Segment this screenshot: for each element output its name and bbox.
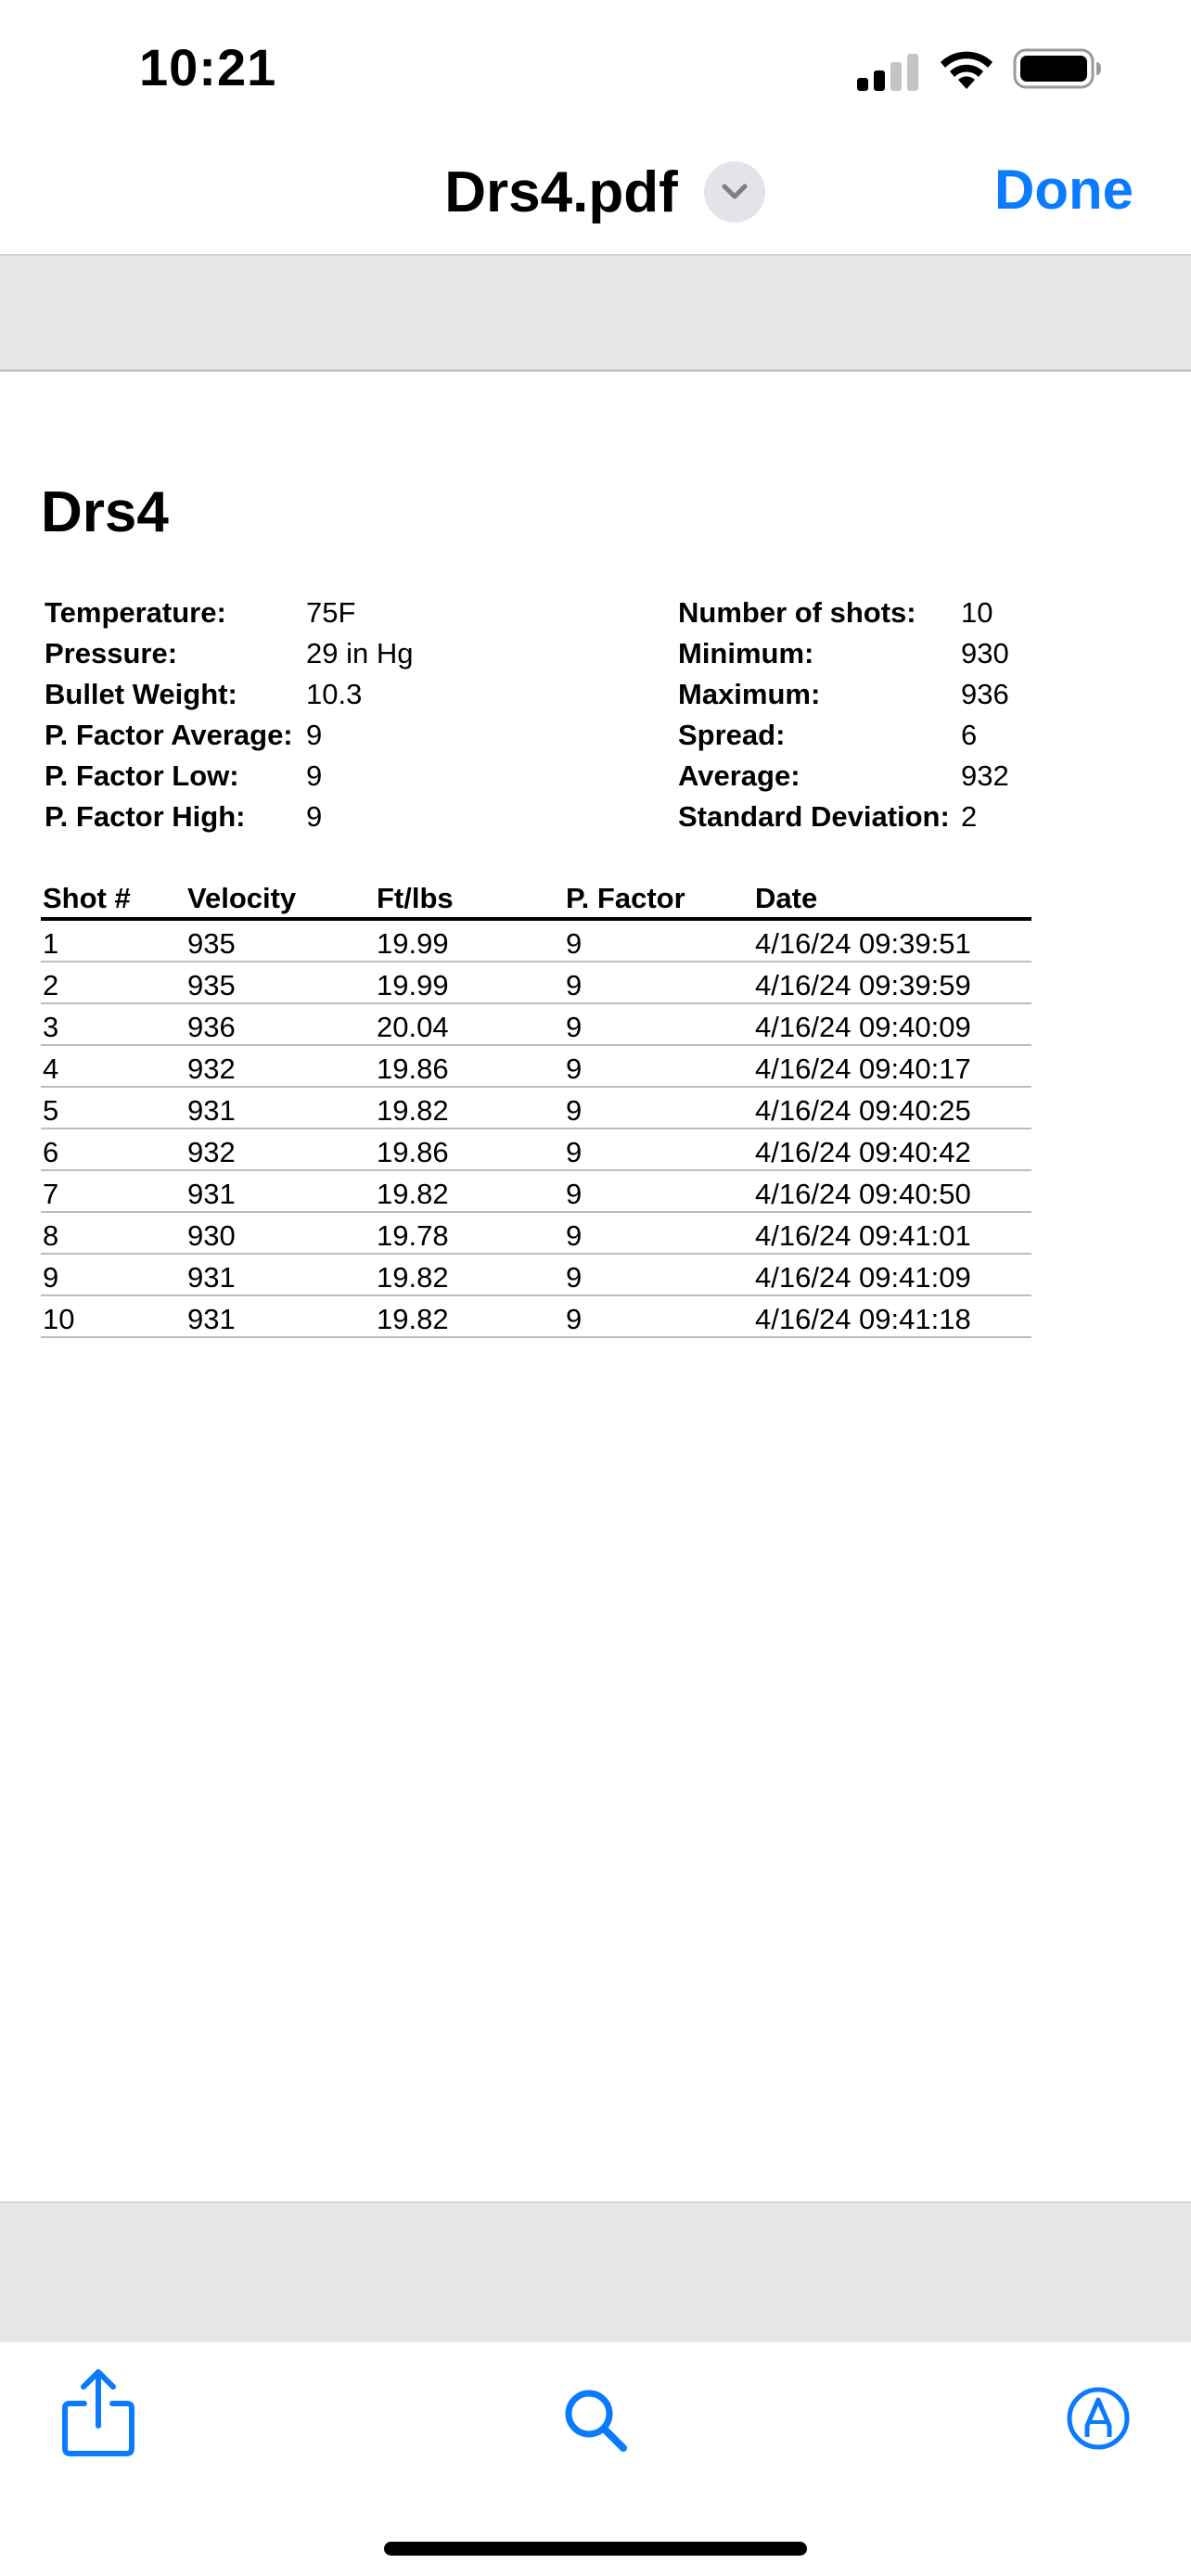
cell-velocity: 931: [187, 1094, 236, 1127]
cell-shot: 10: [43, 1303, 75, 1335]
stat-label: P. Factor High:: [45, 800, 246, 833]
stat-value: 9: [306, 759, 323, 792]
navigation-bar: [0, 130, 1191, 256]
stat-label: Average:: [678, 759, 800, 792]
cell-shot: 2: [43, 969, 59, 1001]
cell-p-factor: 9: [566, 1011, 583, 1043]
stat-row-pf-average: [45, 715, 413, 756]
stat-row-spread: [678, 715, 1009, 756]
page-gutter-bottom: [0, 2201, 1191, 2342]
stat-value: 9: [306, 800, 323, 833]
markup-icon[interactable]: [1065, 2385, 1132, 2452]
stat-label: Bullet Weight:: [45, 678, 237, 710]
battery-icon: [1013, 48, 1102, 89]
cell-date: 4/16/24 09:40:09: [755, 1011, 971, 1043]
cell-shot: 3: [43, 1011, 59, 1043]
cell-date: 4/16/24 09:40:50: [755, 1178, 971, 1210]
stat-row-average: [678, 756, 1009, 797]
stat-row-bullet-weight: [45, 674, 413, 715]
stat-value: 936: [961, 678, 1009, 710]
chevron-down-icon: [721, 183, 749, 201]
status-bar: [0, 0, 1191, 130]
stat-row-maximum: [678, 674, 1009, 715]
document-title: Drs4: [41, 480, 169, 544]
pdf-page[interactable]: [0, 372, 1191, 2201]
cell-p-factor: 9: [566, 1261, 583, 1294]
cell-shot: 6: [43, 1136, 59, 1168]
stat-label: Number of shots:: [678, 596, 916, 629]
cell-ft-lbs: 19.78: [377, 1219, 449, 1252]
stat-row-temperature: [45, 593, 413, 633]
stat-label: Minimum:: [678, 637, 814, 670]
cell-ft-lbs: 19.82: [377, 1094, 449, 1127]
stat-value: 6: [961, 719, 978, 751]
shots-table: [41, 876, 1031, 1338]
column-header-ft-lbs: Ft/lbs: [377, 882, 454, 914]
cell-date: 4/16/24 09:41:09: [755, 1261, 971, 1294]
cell-p-factor: 9: [566, 1219, 583, 1252]
cell-date: 4/16/24 09:40:25: [755, 1094, 971, 1127]
stat-label: Maximum:: [678, 678, 821, 710]
column-header-p-factor: P. Factor: [566, 882, 685, 914]
cell-ft-lbs: 20.04: [377, 1011, 449, 1043]
table-row: [41, 1171, 1031, 1213]
stat-label: P. Factor Average:: [45, 719, 293, 751]
stat-row-pf-high: [45, 797, 413, 837]
cell-p-factor: 9: [566, 1303, 583, 1335]
stats-left: [45, 593, 413, 837]
cell-p-factor: 9: [566, 1094, 583, 1127]
stat-row-pf-low: [45, 756, 413, 797]
cell-ft-lbs: 19.99: [377, 927, 449, 960]
title-menu-button[interactable]: [704, 161, 765, 223]
table-row: [41, 963, 1031, 1004]
stat-value: 10.3: [306, 678, 363, 710]
table-row: [41, 1088, 1031, 1129]
cell-date: 4/16/24 09:39:59: [755, 969, 971, 1001]
cell-velocity: 935: [187, 927, 236, 960]
status-time: 10:21: [139, 38, 277, 96]
stat-row-number-of-shots: [678, 593, 1009, 633]
stat-value: 932: [961, 759, 1009, 792]
document-filename[interactable]: Drs4.pdf: [444, 159, 678, 224]
cell-date: 4/16/24 09:40:42: [755, 1136, 971, 1168]
column-header-velocity: Velocity: [187, 882, 297, 914]
cell-date: 4/16/24 09:40:17: [755, 1052, 971, 1085]
stat-label: Pressure:: [45, 637, 178, 670]
table-row: [41, 1296, 1031, 1338]
cell-date: 4/16/24 09:41:18: [755, 1303, 971, 1335]
cell-shot: 5: [43, 1094, 59, 1127]
cell-velocity: 936: [187, 1011, 236, 1043]
cell-p-factor: 9: [566, 1178, 583, 1210]
cell-shot: 8: [43, 1219, 59, 1252]
cell-velocity: 935: [187, 969, 236, 1001]
cell-date: 4/16/24 09:39:51: [755, 927, 971, 960]
stat-value: 2: [961, 800, 978, 833]
cell-p-factor: 9: [566, 1052, 583, 1085]
cell-velocity: 931: [187, 1178, 236, 1210]
cell-shot: 4: [43, 1052, 59, 1085]
cell-p-factor: 9: [566, 927, 583, 960]
cell-ft-lbs: 19.82: [377, 1261, 449, 1294]
stat-label: Temperature:: [45, 596, 226, 629]
cell-velocity: 931: [187, 1261, 236, 1294]
stat-label: P. Factor Low:: [45, 759, 239, 792]
page-gutter-top: [0, 256, 1191, 372]
table-row: [41, 1213, 1031, 1255]
cell-ft-lbs: 19.86: [377, 1136, 449, 1168]
cell-velocity: 931: [187, 1303, 236, 1335]
table-row: [41, 1129, 1031, 1171]
cell-shot: 1: [43, 927, 59, 960]
table-row: [41, 1255, 1031, 1296]
cell-p-factor: 9: [566, 1136, 583, 1168]
done-button[interactable]: Done: [994, 159, 1133, 221]
table-row: [41, 921, 1031, 963]
stat-row-standard-deviation: [678, 797, 1009, 837]
cell-shot: 9: [43, 1261, 59, 1294]
cell-shot: 7: [43, 1178, 59, 1210]
cell-ft-lbs: 19.99: [377, 969, 449, 1001]
stat-label: Standard Deviation:: [678, 800, 950, 833]
column-header-shot: Shot #: [43, 882, 131, 914]
bottom-toolbar: [0, 2342, 1191, 2576]
cell-ft-lbs: 19.82: [377, 1303, 449, 1335]
cell-date: 4/16/24 09:41:01: [755, 1219, 971, 1252]
stat-row-minimum: [678, 633, 1009, 674]
stat-value: 29 in Hg: [306, 637, 414, 670]
cell-ft-lbs: 19.82: [377, 1178, 449, 1210]
stat-value: 9: [306, 719, 323, 751]
cell-p-factor: 9: [566, 969, 583, 1001]
column-header-date: Date: [755, 882, 818, 914]
stat-label: Spread:: [678, 719, 786, 751]
cell-velocity: 932: [187, 1136, 236, 1168]
stat-row-pressure: [45, 633, 413, 674]
search-icon[interactable]: [562, 2387, 629, 2454]
stats-right: [678, 593, 1009, 837]
home-indicator: [384, 2542, 807, 2556]
cell-velocity: 930: [187, 1219, 236, 1252]
cell-ft-lbs: 19.86: [377, 1052, 449, 1085]
table-row: [41, 1004, 1031, 1046]
table-header: [41, 876, 1031, 921]
cell-velocity: 932: [187, 1052, 236, 1085]
wifi-icon: [937, 46, 996, 91]
stat-value: 10: [961, 596, 993, 629]
share-icon[interactable]: [59, 2366, 137, 2459]
cellular-signal-icon: [855, 52, 920, 93]
stat-value: 930: [961, 637, 1009, 670]
stat-value: 75F: [306, 596, 356, 629]
table-row: [41, 1046, 1031, 1088]
